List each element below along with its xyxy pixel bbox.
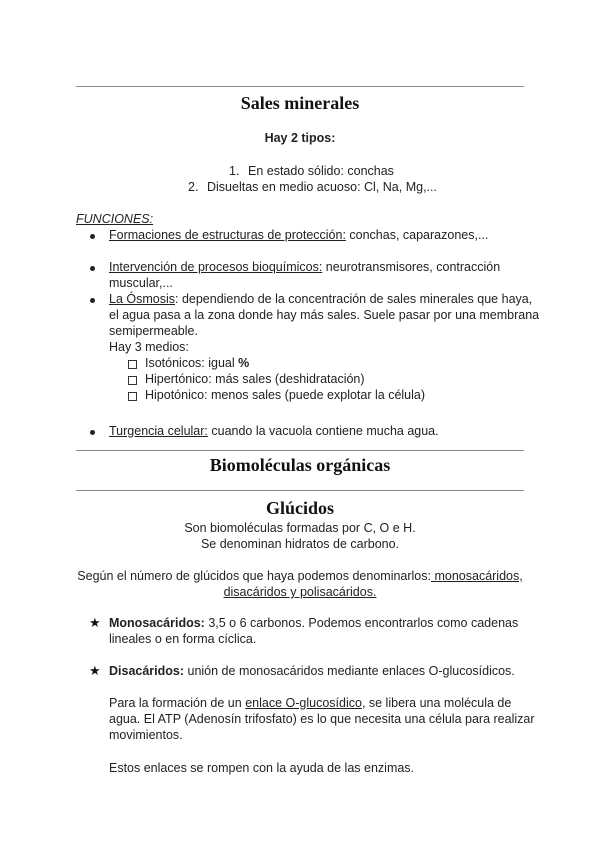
list-item-text: Isotónicos: igual	[145, 356, 239, 370]
list-item	[109, 616, 518, 630]
paragraph-text: , se libera una molécula de	[361, 696, 512, 710]
bullet-icon	[90, 430, 95, 435]
paragraph-line: disacáridos y polisacáridos.	[223, 585, 377, 599]
paragraph-line	[109, 696, 511, 710]
list-item-text: el agua pasa a la zona donde hay más sales. Suele pasar por una membrana	[109, 308, 540, 322]
list-item-text: unión de monosacáridos mediante enlaces O-glucosídicos.	[184, 664, 515, 678]
paragraph-line: agua. El ATP (Adenosín trifosfato) es lo que necesita una célula para realizar	[109, 712, 535, 726]
list-item-text: Hay 3 medios:	[109, 340, 189, 354]
list-item-term: Intervención de procesos bioquímicos:	[109, 260, 323, 274]
list-item-term: Monosacáridos:	[109, 616, 205, 630]
list-item: En estado sólido: conchas	[248, 164, 394, 178]
section-title: Sales minerales	[240, 93, 360, 113]
list-item: Hipertónico: más sales (deshidratación)	[145, 372, 365, 386]
list-item	[109, 424, 439, 438]
list-item-text: conchas, caparazones,...	[345, 228, 489, 242]
paragraph-link-text: monosacáridos,	[431, 569, 523, 583]
list-item-text: semipermeable.	[109, 324, 198, 338]
list-item: Hipotónico: menos sales (puede explotar la célula)	[145, 388, 426, 402]
list-item: Disueltas en medio acuoso: Cl, Na, Mg,...	[207, 180, 437, 194]
list-item-text: muscular,...	[109, 276, 173, 290]
paragraph-line	[76, 569, 524, 583]
list-item	[109, 228, 488, 242]
list-item-text: 3,5 o 6 carbonos. Podemos encontrarlos como cadenas	[204, 616, 519, 630]
list-item-term: La Ósmosis	[109, 292, 175, 306]
list-item-term: Turgencia celular:	[109, 424, 208, 438]
checkbox-icon	[128, 392, 137, 401]
subtitle: Hay 2 tipos:	[264, 131, 336, 145]
paragraph-line: movimientos.	[109, 728, 183, 742]
section-title: Glúcidos	[265, 498, 335, 518]
list-item-term: Disacáridos:	[109, 664, 185, 678]
funciones-heading: FUNCIONES:	[76, 212, 154, 226]
list-item-text: : dependiendo de la concentración de sales minerales que haya,	[175, 292, 533, 306]
paragraph-line: Son biomoléculas formadas por C, O e H.	[184, 521, 416, 535]
paragraph-line: Se denominan hidratos de carbono.	[200, 537, 400, 551]
paragraph-link-text: enlace O-glucosídico	[245, 696, 362, 710]
list-item	[109, 664, 515, 678]
checkbox-icon	[128, 376, 137, 385]
divider	[76, 450, 524, 451]
list-item-text: cuando la vacuola contiene mucha agua.	[207, 424, 439, 438]
list-item-bold: %	[238, 356, 250, 370]
bullet-icon	[90, 298, 95, 303]
ordered-list-number: 2.	[188, 180, 199, 194]
divider	[76, 490, 524, 491]
list-item-text: neurotransmisores, contracción	[322, 260, 501, 274]
bullet-icon	[90, 234, 95, 239]
paragraph-line: Estos enlaces se rompen con la ayuda de las enzimas.	[109, 761, 415, 775]
section-title: Biomoléculas orgánicas	[209, 455, 391, 475]
list-item	[109, 260, 500, 274]
checkbox-icon	[128, 360, 137, 369]
list-item	[109, 292, 532, 306]
bullet-icon	[90, 266, 95, 271]
paragraph-text: Para la formación de un	[109, 696, 246, 710]
star-icon: ★	[89, 615, 101, 630]
list-item-text: lineales o en forma cíclica.	[109, 632, 257, 646]
list-item-term: Formaciones de estructuras de protección:	[109, 228, 346, 242]
ordered-list-number: 1.	[229, 164, 240, 178]
paragraph-text: Según el número de glúcidos que haya podemos denominarlos:	[77, 569, 431, 583]
list-item	[145, 356, 249, 370]
divider	[76, 86, 524, 87]
star-icon: ★	[89, 663, 101, 678]
